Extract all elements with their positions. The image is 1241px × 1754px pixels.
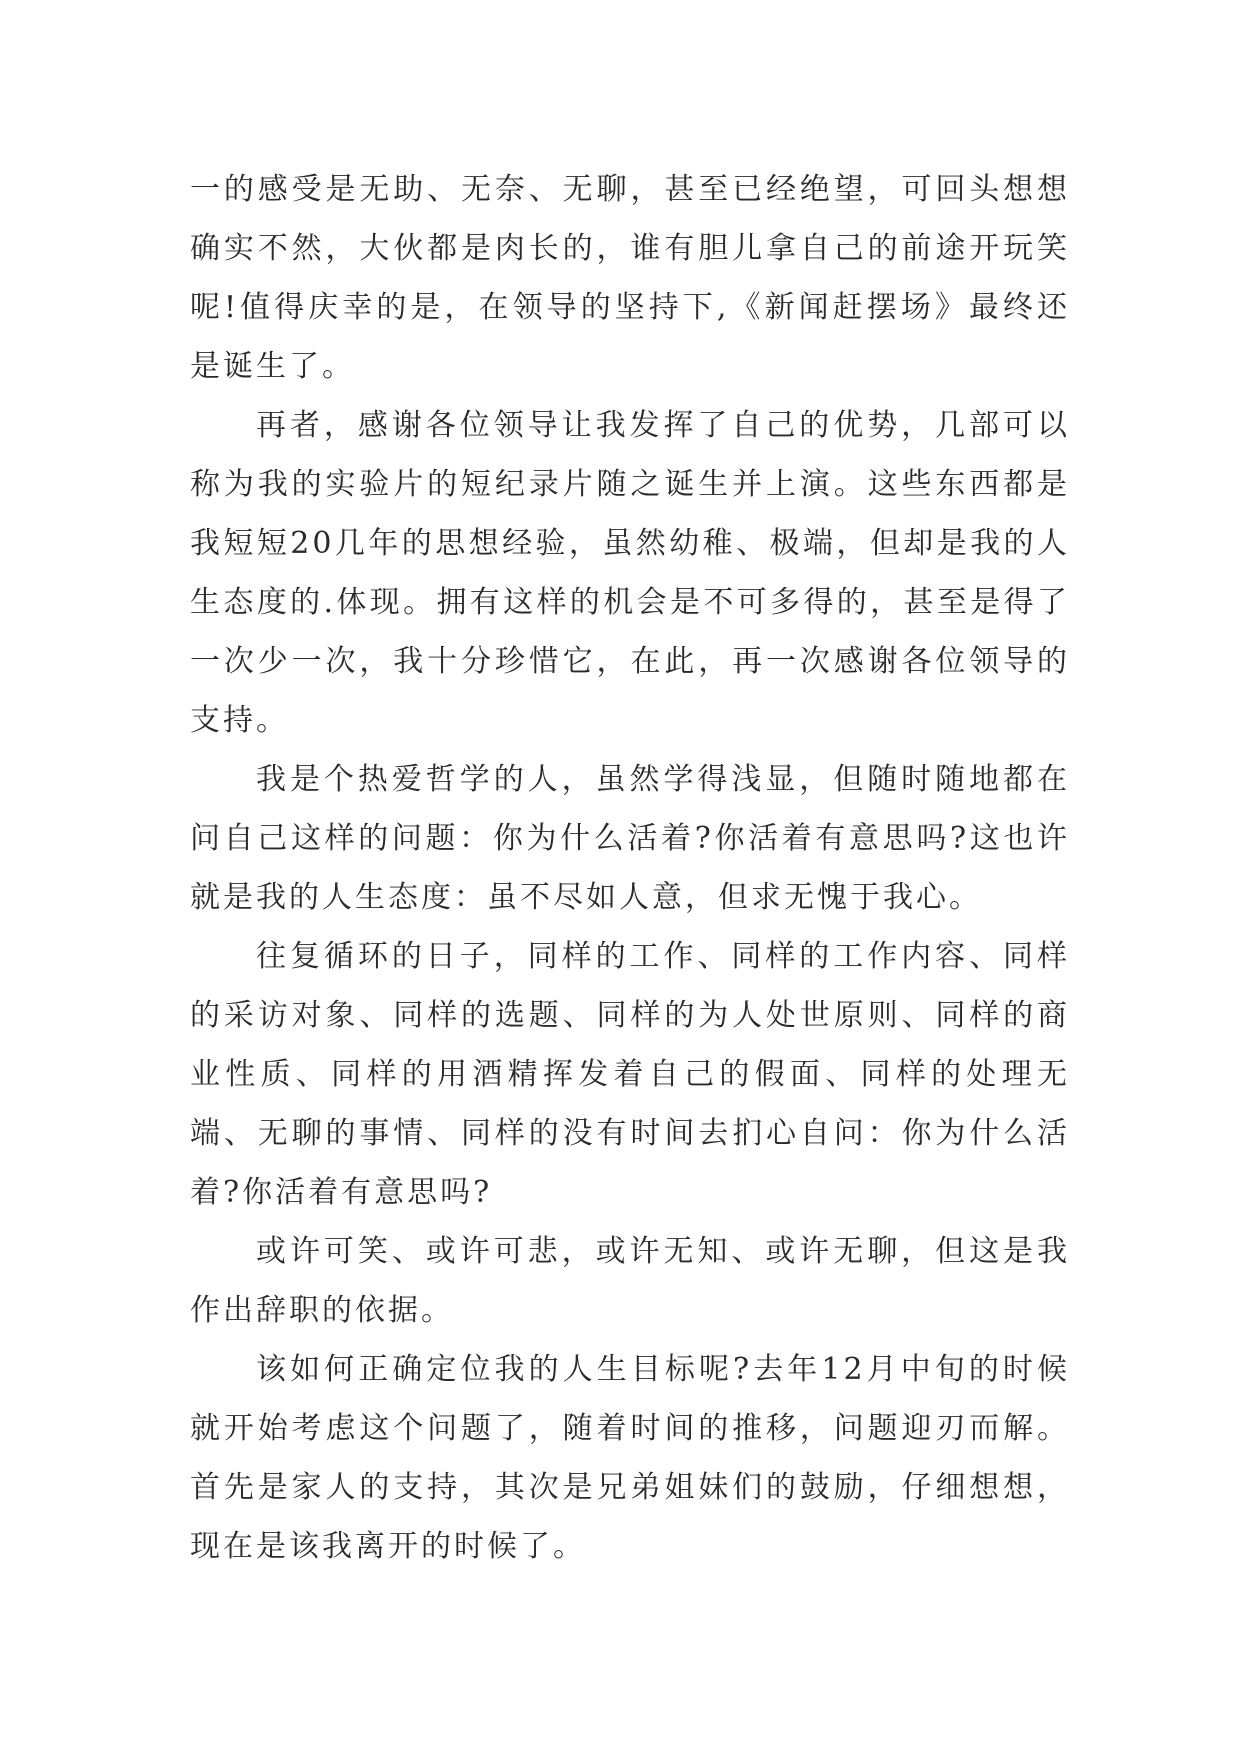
- paragraph: 该如何正确定位我的人生目标呢?去年12月中旬的时候就开始考虑这个问题了，随着时间的推移，问题迎刃而解。首先是家人的支持，其次是兄弟姐妹们的鼓励，仔细想想，现在是该我离开的时候了。: [190, 1352, 1070, 1564]
- paragraph: 或许可笑、或许可悲，或许无知、或许无聊，但这是我作出辞职的依据。: [190, 1234, 1070, 1328]
- paragraph: 往复循环的日子，同样的工作、同样的工作内容、同样的采访对象、同样的选题、同样的为人处世原则、同样的商业性质、同样的用酒精挥发着自己的假面、同样的处理无端、无聊的事情、同样的没有时间去扪心自问：你为什么活着?你活着有意思吗?: [190, 939, 1070, 1210]
- paragraph: 我是个热爱哲学的人，虽然学得浅显，但随时随地都在问自己这样的问题：你为什么活着?你活着有意思吗?这也许就是我的人生态度：虽不尽如人意，但求无愧于我心。: [190, 762, 1070, 915]
- paragraph: 再者，感谢各位领导让我发挥了自己的优势，几部可以称为我的实验片的短纪录片随之诞生并上演。这些东西都是我短短20几年的思想经验，虽然幼稚、极端，但却是我的人生态度的.体现。拥有这样的机会是不可多得的，甚至是得了一次少一次，我十分珍惜它，在此，再一次感谢各位领导的支持。: [190, 408, 1070, 738]
- document-body: [190, 160, 1070, 1576]
- paragraph-continued: 一的感受是无助、无奈、无聊，甚至已经绝望，可回头想想确实不然，大伙都是肉长的，谁有胆儿拿自己的前途开玩笑呢!值得庆幸的是，在领导的坚持下,《新闻赶摆场》最终还是诞生了。: [190, 172, 1070, 384]
